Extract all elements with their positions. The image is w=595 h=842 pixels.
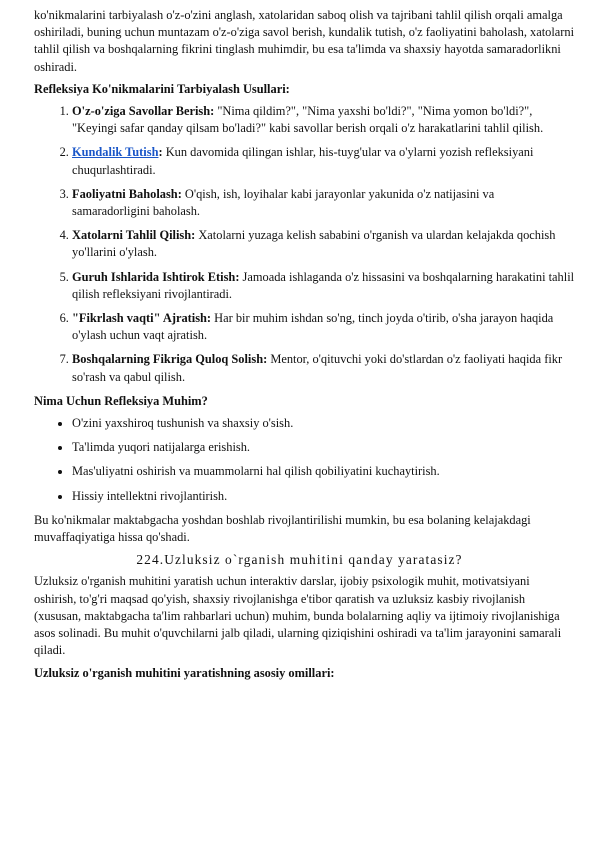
section-224-subheading: Uzluksiz o'rganish muhitini yaratishning asosiy omillari: [34,665,335,680]
intro-paragraph: ko'nikmalarini tarbiyalash o'z-o'zini anglash, xatolaridan saboq olish va tajribani tahlil qilish orqali amalga oshiriladi, buning uchun muntazam o'z-o'ziga savol berish, kundalik tutish, o'z faoliyatini baholash, xatolarni tahlil qilish va boshqalarning fikrini tinglash muhimdir, bu esa ta'limda va shaxsiy hayotda samaradorlikni oshiradi. [34,8,575,74]
methods-item [72,227,575,261]
method-term: Xatolarni Tahlil Qilish: [72,228,196,243]
importance-item: • Mas'uliyatni oshirish va muammolarni hal qilish qobiliyatini kuchaytirish. [72,463,575,480]
methods-list [34,103,575,386]
method-text: "Nima qildim?", "Nima yaxshi bo'ldi?", "Nima yomon bo'ldi?", "Keyingi safar qanday qilsam bo'ladi?" kabi savollar berish orqali o'z harakatlarini tahlil qilish. [72,104,544,136]
methods-item [72,351,575,385]
methods-item [72,103,575,137]
method-text: Kun davomida qilingan ishlar, his-tuyg'ular va o'ylarni yozish refleksiyani chuqurlashtiradi. [72,145,534,177]
methods-heading: Refleksiya Ko'nikmalarini Tarbiyalash Usullari: [34,81,290,96]
method-text: Jamoada ishlaganda o'z hissasini va boshqalarning harakatini tahlil qilish refleksiyani rivojlantiradi. [72,269,575,301]
method-text: Xatolarni yuzaga kelish sababini o'rganish va ulardan kelajakda qochish yo'llarini o'ylash. [72,228,556,260]
method-text: Mentor, o'qituvchi yoki do'stlardan o'z faoliyati haqida fikr so'rash va qabul qilish. [72,352,563,384]
method-term: Boshqalarning Fikriga Quloq Solish: [72,352,268,367]
kundalik-tutish-link[interactable]: Kundalik Tutish [72,145,159,160]
method-text: Har bir muhim ishdan so'ng, tinch joyda o'tirib, o'sha jarayon haqida o'ylash uchun vaqt ajratish. [72,311,554,343]
method-term: "Fikrlash vaqti" Ajratish: [72,311,212,326]
methods-item [72,144,575,178]
method-term: O'z-o'ziga Savollar Berish: [72,104,215,119]
importance-list [34,415,575,505]
importance-item: • O'zini yaxshiroq tushunish va shaxsiy o'sish. [72,415,575,432]
importance-item: • Hissiy intellektni rivojlantirish. [72,488,575,505]
closing-paragraph: Bu ko'nikmalar maktabgacha yoshdan boshlab rivojlantirilishi mumkin, bu esa bolaning kelajakdagi muvaffaqiyatiga hissa qo'shadi. [34,512,531,545]
importance-item: • Ta'limda yuqori natijalarga erishish. [72,439,575,456]
section-224-title: 224.Uzluksiz o`rganish muhitini qanday yaratasiz? [136,552,463,568]
methods-item [72,186,575,220]
importance-heading: Nima Uchun Refleksiya Muhim? [34,393,208,408]
method-term: Guruh Ishlarida Ishtirok Etish: [72,269,240,284]
methods-item [72,269,575,303]
methods-item [72,310,575,344]
section-224-paragraph: Uzluksiz o'rganish muhitini yaratish uchun interaktiv darslar, ijobiy psixologik muhit, motivatsiyani oshirish, to'g'ri maqsad qo'yish, shaxsiy rivojlanishga e'tibor qaratish va uzluksiz kasbiy rivojlanish (xususan, maktabgacha ta'lim rahbarlari uchun) muhim, bunda bolalarning aqliy va ijtimoiy rivojlanishiga asos solinadi. Bu muhit o'quvchilarni jalb qiladi, ularning qiziqishini oshiradi va ta'lim jarayonini samarali qiladi. [34,574,562,658]
method-text: O'qish, ish, loyihalar kabi jarayonlar yakunida o'z natijasini va samaradorligini baholash. [72,186,495,219]
method-term: Faoliyatni Baholash: [72,186,182,201]
method-term-suffix: : [158,145,163,160]
